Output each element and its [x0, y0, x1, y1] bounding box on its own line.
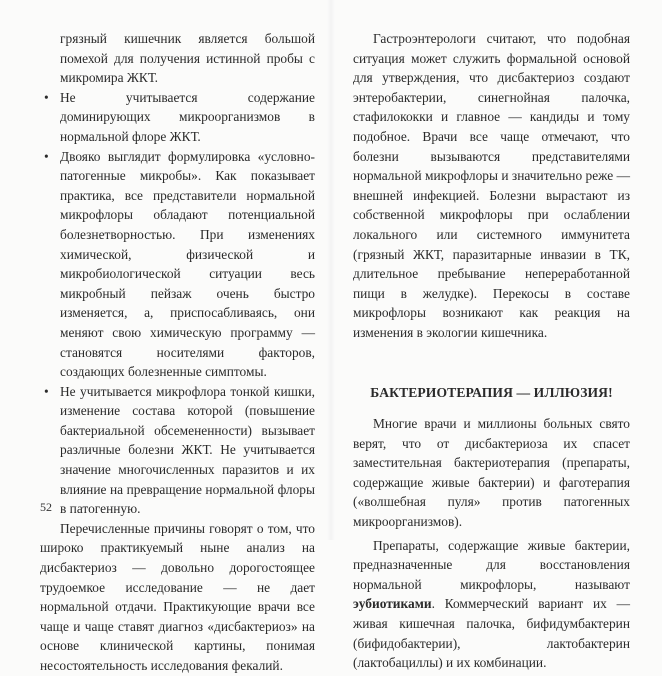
page-number: 52: [40, 500, 52, 514]
bullet-text: Двояко выглядит формулировка «условно-патогенные микробы». Как показывает практика, все представители нормальной микрофлоры обладают потенциальной болезнетворностью. При изменениях химической, физической и микробиологической ситуации весь микробный пейзаж очень быстро изменяется, а, приспосабливаясь, они меняют свою химическую программу — становятся носителями факторов, создающих болезненные симптомы.: [60, 148, 315, 380]
text-run: . Коммерческий вариант их — живая кишечная палочка, бифидумбактерин (бифидобактерии), лактобактерин (лактобациллы) и их комбинации.: [353, 596, 630, 671]
section-heading: БАКТЕРИОТЕРАПИЯ — ИЛЛЮЗИЯ!: [370, 384, 613, 400]
body-paragraph: Многие врачи и миллионы больных свято верят, что от дисбактериоза их спасет заместительная бактериотерапия (препараты, содержащие живые бактерии) и фаготерапия («волшебная пуля» против патогенных микроорганизмов).: [353, 416, 630, 530]
right-page: [331, 0, 662, 671]
bullet-icon: •: [44, 89, 49, 105]
bullet-item: [40, 382, 315, 519]
bullet-item: [40, 147, 315, 382]
bullet-icon: •: [44, 383, 49, 399]
continuation-paragraph: грязный кишечник является большой помехой для получения истинной пробы с микромира ЖКТ.: [60, 31, 315, 86]
bullet-item: [40, 88, 315, 147]
text-run: Препараты, содержащие живые бактерии, предназначенные для восстановления нормальной микрофлоры, называют: [353, 537, 630, 592]
right-text-column: [353, 29, 630, 673]
bullet-list: [40, 88, 315, 519]
body-paragraph: Гастроэнтерологи считают, что подобная ситуация может служить формальной основой для утверждения, что дисбактериоз создают энтеробактерии, синегнойная палочка, стафилококки и главное — кандиды и тому подобное. Врачи все чаще отмечают, что болезни вызываются представителями нормальной микрофлоры и значительно реже — внешней инфекцией. Болезни вырастают из собственной микрофлоры при ослаблении локального или системного иммунитета (грязный ЖКТ, паразитарные инвазии в ТК, длительное пребывание непереработанной пищи в желудке). Перекосы в составе микрофлоры возникают как реакция на изменения в экологии кишечника.: [353, 31, 630, 340]
bullet-text: Не учитывается содержание доминирующих микроорганизмов в нормальной флоре ЖКТ.: [60, 89, 315, 144]
bold-term: эубиотиками: [353, 596, 432, 612]
left-page: [0, 0, 331, 673]
left-text-column: [40, 29, 315, 676]
body-paragraph: Перечисленные причины говорят о том, что широко практикуемый ныне анализ на дисбактериоз — довольно дорогостоящее трудоемкое исследование — не дает нормальной отдачи. Практикующие врачи все чаще и чаще ставят диагноз «дисбактериоз» на основе клинической картины, понимая несостоятельность исследования фекалий.: [40, 520, 315, 673]
bullet-icon: •: [44, 148, 49, 164]
bullet-text: Не учитывается микрофлора тонкой кишки, изменение состава которой (повышение бактериальной обсемененности) вызывает различные болезни ЖКТ. Не учитывается значение многочисленных паразитов и их влияние на превращение нормальной флоры в патогенную.: [60, 383, 315, 517]
body-paragraph: [353, 536, 630, 673]
